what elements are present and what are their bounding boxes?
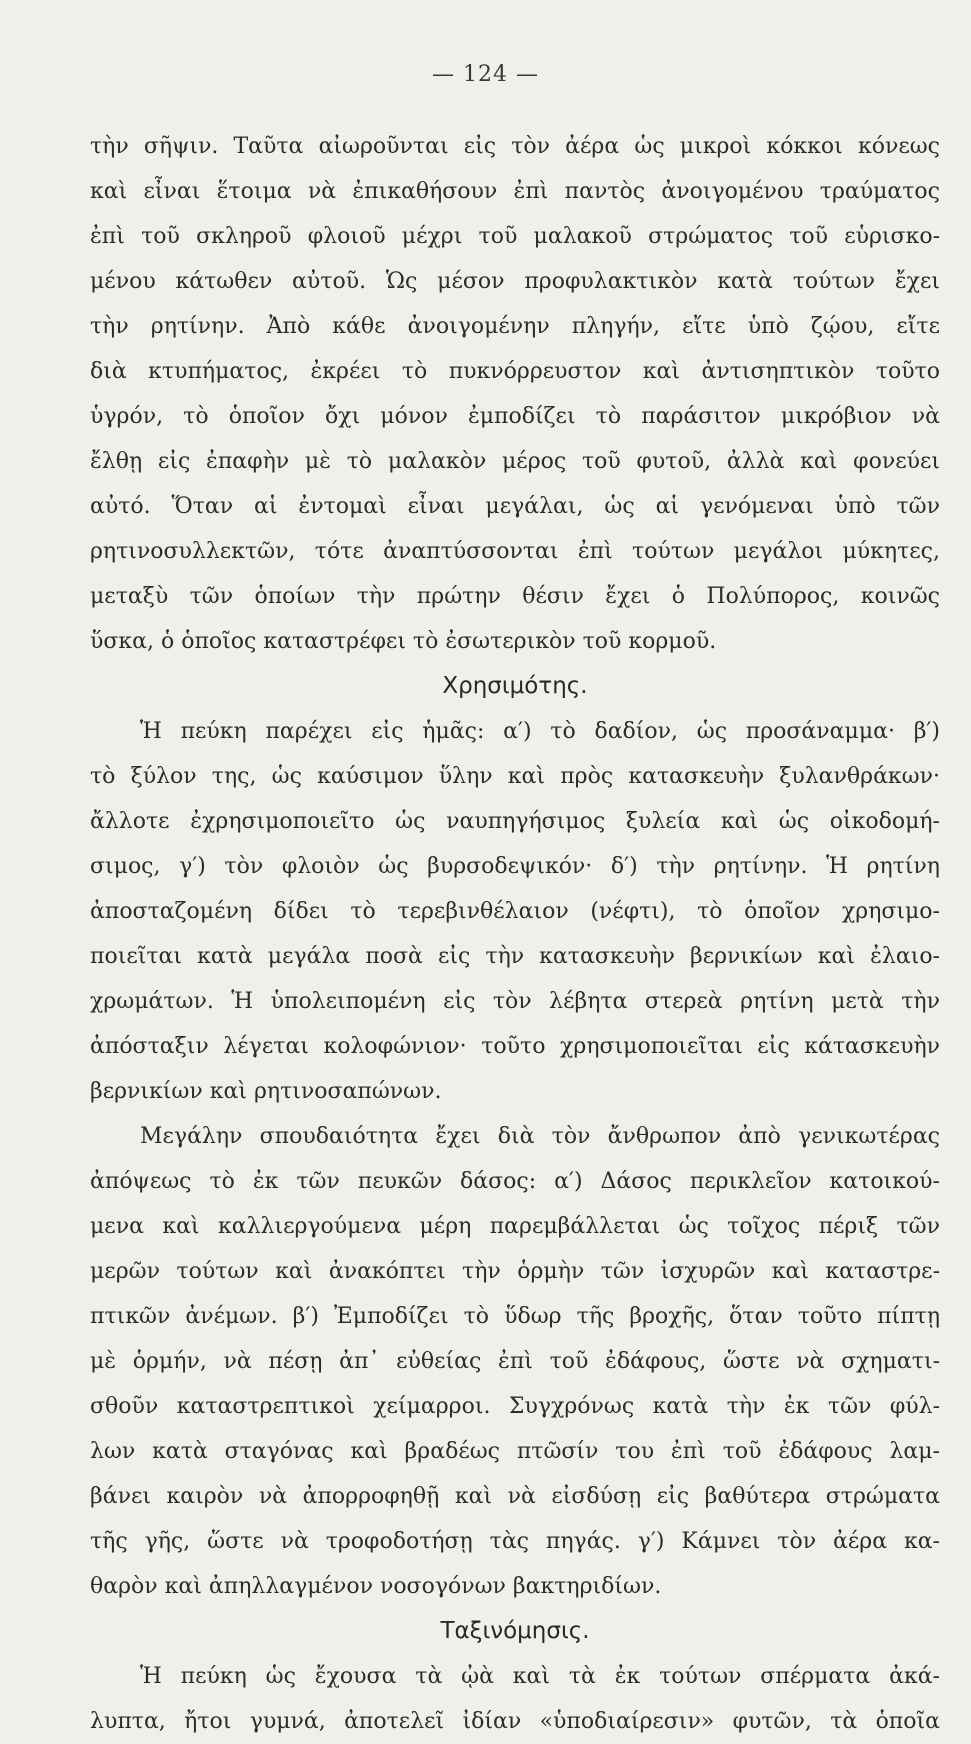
text-line: Ἡ πεύκη ὡς ἔχουσα τὰ ᾠὰ καὶ τὰ ἐκ τούτων σπέρματα ἀκά- (140, 1664, 940, 1689)
text-line: Μεγάλην σπουδαιότητα ἔχει διὰ τὸν ἄνθρωπον ἀπὸ γενικωτέρας (140, 1124, 940, 1149)
text-line: τῆς γῆς, ὥστε νὰ τροφοδοτήσῃ τὰς πηγάς. γ′) Κάμνει τὸν ἀέρα κα- (90, 1529, 940, 1554)
text-line: μερῶν τούτων καὶ ἀνακόπτει τὴν ὁρμὴν τῶν ἰσχυρῶν καὶ καταστρε- (90, 1259, 940, 1284)
text-line: λων κατὰ σταγόνας καὶ βραδέως πτῶσίν του ἐπὶ τοῦ ἐδάφους λαμ- (90, 1439, 940, 1464)
text-line: ἀποσταζομένη δίδει τὸ τερεβινθέλαιον (νέφτι), τὸ ὁποῖον χρησιμο- (90, 899, 940, 924)
text-line: ἀπόσταξιν λέγεται κολοφώνιον· τοῦτο χρησιμοποιεῖται εἰς κάτασκευὴν (90, 1034, 940, 1059)
text-line: διὰ κτυπήματος, ἐκρέει τὸ πυκνόρρευστον καὶ ἀντισηπτικὸν τοῦτο (90, 359, 940, 384)
text-line: ἄλλοτε ἐχρησιμοποιεῖτο ὡς ναυπηγήσιμος ξυλεία καὶ ὡς οἰκοδομή- (90, 809, 940, 834)
text-line: λυπτα, ἤτοι γυμνά, ἀποτελεῖ ἰδίαν «ὑποδιαίρεσιν» φυτῶν, τὰ ὁποῖα (90, 1709, 940, 1734)
text-line: τὴν ρητίνην. Ἀπὸ κάθε ἀνοιγομένην πληγήν, εἴτε ὑπὸ ζῴου, εἴτε (90, 314, 940, 339)
text-line: τὴν σῆψιν. Ταῦτα αἰωροῦνται εἰς τὸν ἀέρα ὡς μικροὶ κόκκοι κόνεως (90, 134, 940, 159)
text-line: τὸ ξύλον της, ὡς καύσιμον ὕλην καὶ πρὸς κατασκευὴν ξυλανθράκων· (90, 764, 940, 789)
text-line: χρωμάτων. Ἡ ὑπολειπομένη εἰς τὸν λέβητα στερεὰ ρητίνη μετὰ τὴν (90, 989, 940, 1014)
text-line: Ἡ πεύκη παρέχει εἰς ἡμᾶς: α′) τὸ δαδίον, ὡς προσάναμμα· β′) (140, 719, 940, 744)
section-heading-classification: Ταξινόμησις. (440, 1618, 590, 1644)
text-line: ρητινοσυλλεκτῶν, τότε ἀναπτύσσονται ἐπὶ τούτων μεγάλοι μύκητες, (90, 539, 940, 564)
page-number: — 124 — (432, 62, 539, 87)
text-line: μένου κάτωθεν αὐτοῦ. Ὡς μέσον προφυλακτικὸν κατὰ τούτων ἔχει (90, 269, 940, 294)
text-line: ἐπὶ τοῦ σκληροῦ φλοιοῦ μέχρι τοῦ μαλακοῦ στρώματος τοῦ εὑρισκο- (90, 224, 940, 249)
text-line: μενα καὶ καλλιεργούμενα μέρη παρεμβάλλεται ὡς τοῖχος πέριξ τῶν (90, 1214, 940, 1239)
text-line: σιμος, γ′) τὸν φλοιὸν ὡς βυρσοδεψικόν· δ′) τὴν ρητίνην. Ἡ ρητίνη (90, 854, 940, 879)
text-line: θαρὸν καὶ ἀπηλλαγμένον νοσογόνων βακτηριδίων. (90, 1574, 662, 1599)
text-line: ἔλθῃ εἰς ἐπαφὴν μὲ τὸ μαλακὸν μέρος τοῦ φυτοῦ, ἀλλὰ καὶ φονεύει (90, 449, 940, 474)
text-line: σθοῦν καταστρεπτικοὶ χείμαρροι. Συγχρόνως κατὰ τὴν ἐκ τῶν φύλ- (90, 1394, 940, 1419)
text-line: ὕσκα, ὁ ὁποῖος καταστρέφει τὸ ἐσωτερικὸν τοῦ κορμοῦ. (90, 629, 717, 654)
text-line: ἀπόψεως τὸ ἐκ τῶν πευκῶν δάσος: α′) Δάσος περικλεῖον κατοικού- (90, 1169, 940, 1194)
text-line: μεταξὺ τῶν ὁποίων τὴν πρώτην θέσιν ἔχει ὁ Πολύπορος, κοινῶς (90, 584, 940, 609)
text-line: πτικῶν ἀνέμων. β′) Ἐμποδίζει τὸ ὕδωρ τῆς βροχῆς, ὅταν τοῦτο πίπτῃ (90, 1304, 940, 1329)
text-line: βερνικίων καὶ ρητινοσαπώνων. (90, 1079, 442, 1104)
text-line: μὲ ὁρμήν, νὰ πέσῃ ἀπ᾿ εὐθείας ἐπὶ τοῦ ἐδάφους, ὥστε νὰ σχηματι- (90, 1349, 940, 1374)
section-disease-defense (90, 124, 940, 1744)
section-heading-usefulness: Χρησιμότης. (442, 673, 588, 699)
text-line: ὑγρόν, τὸ ὁποῖον ὄχι μόνον ἐμποδίζει τὸ παράσιτον μικρόβιον νὰ (90, 404, 940, 429)
text-line: ποιεῖται κατὰ μεγάλα ποσὰ εἰς τὴν κατασκευὴν βερνικίων καὶ ἐλαιο- (90, 944, 940, 969)
text-line: βάνει καιρὸν νὰ ἀπορροφηθῇ καὶ νὰ εἰσδύσῃ εἰς βαθύτερα στρώματα (90, 1484, 940, 1509)
text-line: αὐτό. Ὅταν αἱ ἐντομαὶ εἶναι μεγάλαι, ὡς αἱ γενόμεναι ὑπὸ τῶν (90, 494, 940, 519)
text-line: καὶ εἶναι ἕτοιμα νὰ ἐπικαθήσουν ἐπὶ παντὸς ἀνοιγομένου τραύματος (90, 179, 940, 204)
